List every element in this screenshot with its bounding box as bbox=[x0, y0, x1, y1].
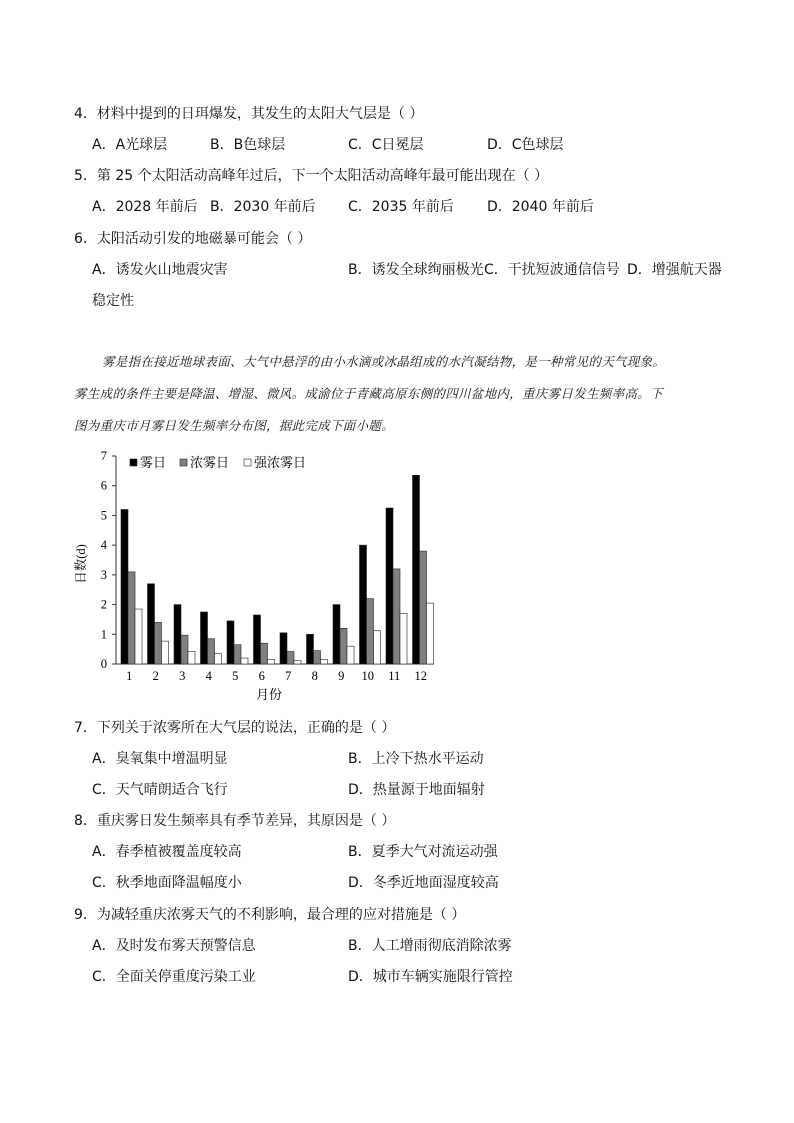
x-tick-label: 3 bbox=[179, 669, 186, 683]
bar-强浓雾日-8 bbox=[321, 660, 328, 664]
bar-强浓雾日-3 bbox=[188, 652, 195, 664]
legend-label-浓雾日: 浓雾日 bbox=[190, 456, 230, 471]
bar-雾日-5 bbox=[227, 621, 234, 664]
bar-浓雾日-5 bbox=[234, 645, 241, 664]
bar-雾日-11 bbox=[386, 508, 393, 664]
q7-option-a: A．臭氧集中增温明显 bbox=[92, 751, 228, 767]
q6-option-b: B．诱发全球绚丽极光 bbox=[348, 262, 484, 278]
bar-浓雾日-7 bbox=[287, 652, 294, 664]
passage-line-1: 雾是指在接近地球表面、大气中悬浮的由小水滴或冰晶组成的水汽凝结物，是一种常见的天气现象。 bbox=[102, 354, 666, 369]
bar-强浓雾日-10 bbox=[374, 631, 381, 664]
x-tick-label: 10 bbox=[361, 669, 374, 683]
bar-雾日-7 bbox=[280, 633, 287, 664]
q4-option-b: B．B色球层 bbox=[210, 137, 286, 153]
bar-浓雾日-4 bbox=[208, 639, 215, 664]
question-5-stem: 5．第 25 个太阳活动高峰年过后，下一个太阳活动高峰年最可能出现在（ ） bbox=[74, 168, 549, 184]
q7-option-d: D．热量源于地面辐射 bbox=[348, 782, 485, 798]
bar-强浓雾日-12 bbox=[427, 603, 434, 664]
legend-label-雾日: 雾日 bbox=[140, 456, 167, 471]
bar-浓雾日-10 bbox=[367, 599, 374, 664]
bar-强浓雾日-7 bbox=[294, 660, 301, 664]
q7-option-b: B．上冷下热水平运动 bbox=[348, 751, 484, 767]
y-tick-label: 5 bbox=[100, 508, 107, 523]
question-6-stem: 6．太阳活动引发的地磁暴可能会（ ） bbox=[74, 231, 312, 247]
bar-雾日-6 bbox=[254, 615, 261, 664]
x-tick-label: 7 bbox=[285, 669, 292, 683]
question-9-stem: 9．为减轻重庆浓雾天气的不利影响，最合理的应对措施是（ ） bbox=[74, 907, 466, 923]
q8-option-c: C．秋季地面降温幅度小 bbox=[92, 875, 242, 891]
bar-强浓雾日-2 bbox=[162, 641, 169, 664]
q6-option-d-continuation: 稳定性 bbox=[92, 293, 134, 309]
x-tick-label: 8 bbox=[311, 669, 318, 683]
x-tick-label: 1 bbox=[126, 669, 133, 683]
y-tick-label: 4 bbox=[100, 538, 107, 553]
x-tick-label: 12 bbox=[414, 669, 427, 683]
q9-option-b: B．人工增雨彻底消除浓雾 bbox=[348, 938, 512, 954]
q5-option-d: D．2040 年前后 bbox=[487, 199, 594, 215]
q6-option-c: C．干扰短波通信信号 bbox=[484, 262, 620, 278]
bar-浓雾日-11 bbox=[393, 569, 400, 664]
q9-option-d: D．城市车辆实施限行管控 bbox=[348, 969, 513, 985]
legend-label-强浓雾日: 强浓雾日 bbox=[254, 456, 307, 471]
y-tick-label: 3 bbox=[100, 567, 107, 582]
bar-强浓雾日-11 bbox=[400, 613, 407, 664]
bar-浓雾日-3 bbox=[181, 635, 188, 664]
bar-雾日-2 bbox=[148, 584, 155, 664]
q5-option-c: C．2035 年前后 bbox=[348, 199, 454, 215]
question-4-stem: 4．材料中提到的日珥爆发，其发生的太阳大气层是（ ） bbox=[74, 106, 424, 122]
y-tick-label: 1 bbox=[100, 627, 107, 642]
q5-option-a: A．2028 年前后 bbox=[92, 199, 198, 215]
bar-强浓雾日-4 bbox=[215, 654, 222, 664]
question-7-stem: 7．下列关于浓雾所在大气层的说法，正确的是（ ） bbox=[74, 720, 396, 736]
bar-浓雾日-9 bbox=[340, 628, 347, 664]
q8-option-b: B．夏季大气对流运动强 bbox=[348, 844, 498, 860]
bar-雾日-3 bbox=[174, 605, 181, 664]
q5-option-b: B．2030 年前后 bbox=[210, 199, 316, 215]
q7-option-c: C．天气晴朗适合飞行 bbox=[92, 782, 228, 798]
x-tick-label: 11 bbox=[388, 669, 401, 683]
y-tick-label: 7 bbox=[100, 449, 107, 463]
q9-option-c: C．全面关停重度污染工业 bbox=[92, 969, 256, 985]
x-tick-label: 4 bbox=[205, 669, 212, 683]
bar-浓雾日-8 bbox=[314, 651, 321, 664]
passage-line-2: 雾生成的条件主要是降温、增湿、微风。成渝位于青藏高原东侧的四川盆地内，重庆雾日发生频率高。下 bbox=[74, 386, 663, 401]
x-tick-label: 6 bbox=[258, 669, 265, 683]
x-tick-label: 9 bbox=[338, 669, 345, 683]
bar-浓雾日-2 bbox=[155, 622, 162, 664]
bar-强浓雾日-6 bbox=[268, 660, 275, 664]
q4-option-d: D．C色球层 bbox=[487, 137, 564, 153]
x-tick-label: 2 bbox=[152, 669, 159, 683]
legend-swatch-雾日 bbox=[130, 459, 137, 466]
bar-雾日-1 bbox=[121, 509, 128, 664]
question-8-stem: 8．重庆雾日发生频率具有季节差异，其原因是（ ） bbox=[74, 813, 396, 829]
y-axis-label: 日数(d) bbox=[74, 544, 88, 584]
y-tick-label: 0 bbox=[100, 657, 107, 671]
q4-option-c: C．C日冕层 bbox=[348, 137, 424, 153]
bar-雾日-10 bbox=[360, 545, 367, 664]
q9-option-a: A．及时发布雾天预警信息 bbox=[92, 938, 256, 954]
fog-days-bar-chart bbox=[72, 446, 444, 702]
x-tick-label: 5 bbox=[232, 669, 239, 683]
bar-雾日-9 bbox=[333, 605, 340, 664]
passage-line-3: 图为重庆市月雾日发生频率分布图，据此完成下面小题。 bbox=[74, 418, 395, 433]
q4-option-a: A．A光球层 bbox=[92, 137, 168, 153]
bar-雾日-8 bbox=[307, 634, 314, 664]
q8-option-d: D．冬季近地面湿度较高 bbox=[348, 875, 499, 891]
y-tick-label: 6 bbox=[100, 478, 107, 493]
q6-option-d: D．增强航天器 bbox=[627, 262, 722, 278]
y-tick-label: 2 bbox=[100, 597, 107, 612]
bar-强浓雾日-5 bbox=[241, 658, 248, 664]
bar-浓雾日-6 bbox=[261, 643, 268, 664]
bar-强浓雾日-9 bbox=[347, 646, 354, 664]
bar-强浓雾日-1 bbox=[135, 609, 142, 664]
q6-option-a: A．诱发火山地震灾害 bbox=[92, 262, 228, 278]
bar-浓雾日-12 bbox=[420, 551, 427, 664]
legend-swatch-强浓雾日 bbox=[244, 459, 251, 466]
bar-浓雾日-1 bbox=[128, 572, 135, 664]
bar-雾日-4 bbox=[201, 612, 208, 664]
bar-雾日-12 bbox=[413, 475, 420, 664]
legend-swatch-浓雾日 bbox=[180, 459, 187, 466]
x-axis-label: 月份 bbox=[255, 688, 283, 702]
q8-option-a: A．春季植被覆盖度较高 bbox=[92, 844, 242, 860]
